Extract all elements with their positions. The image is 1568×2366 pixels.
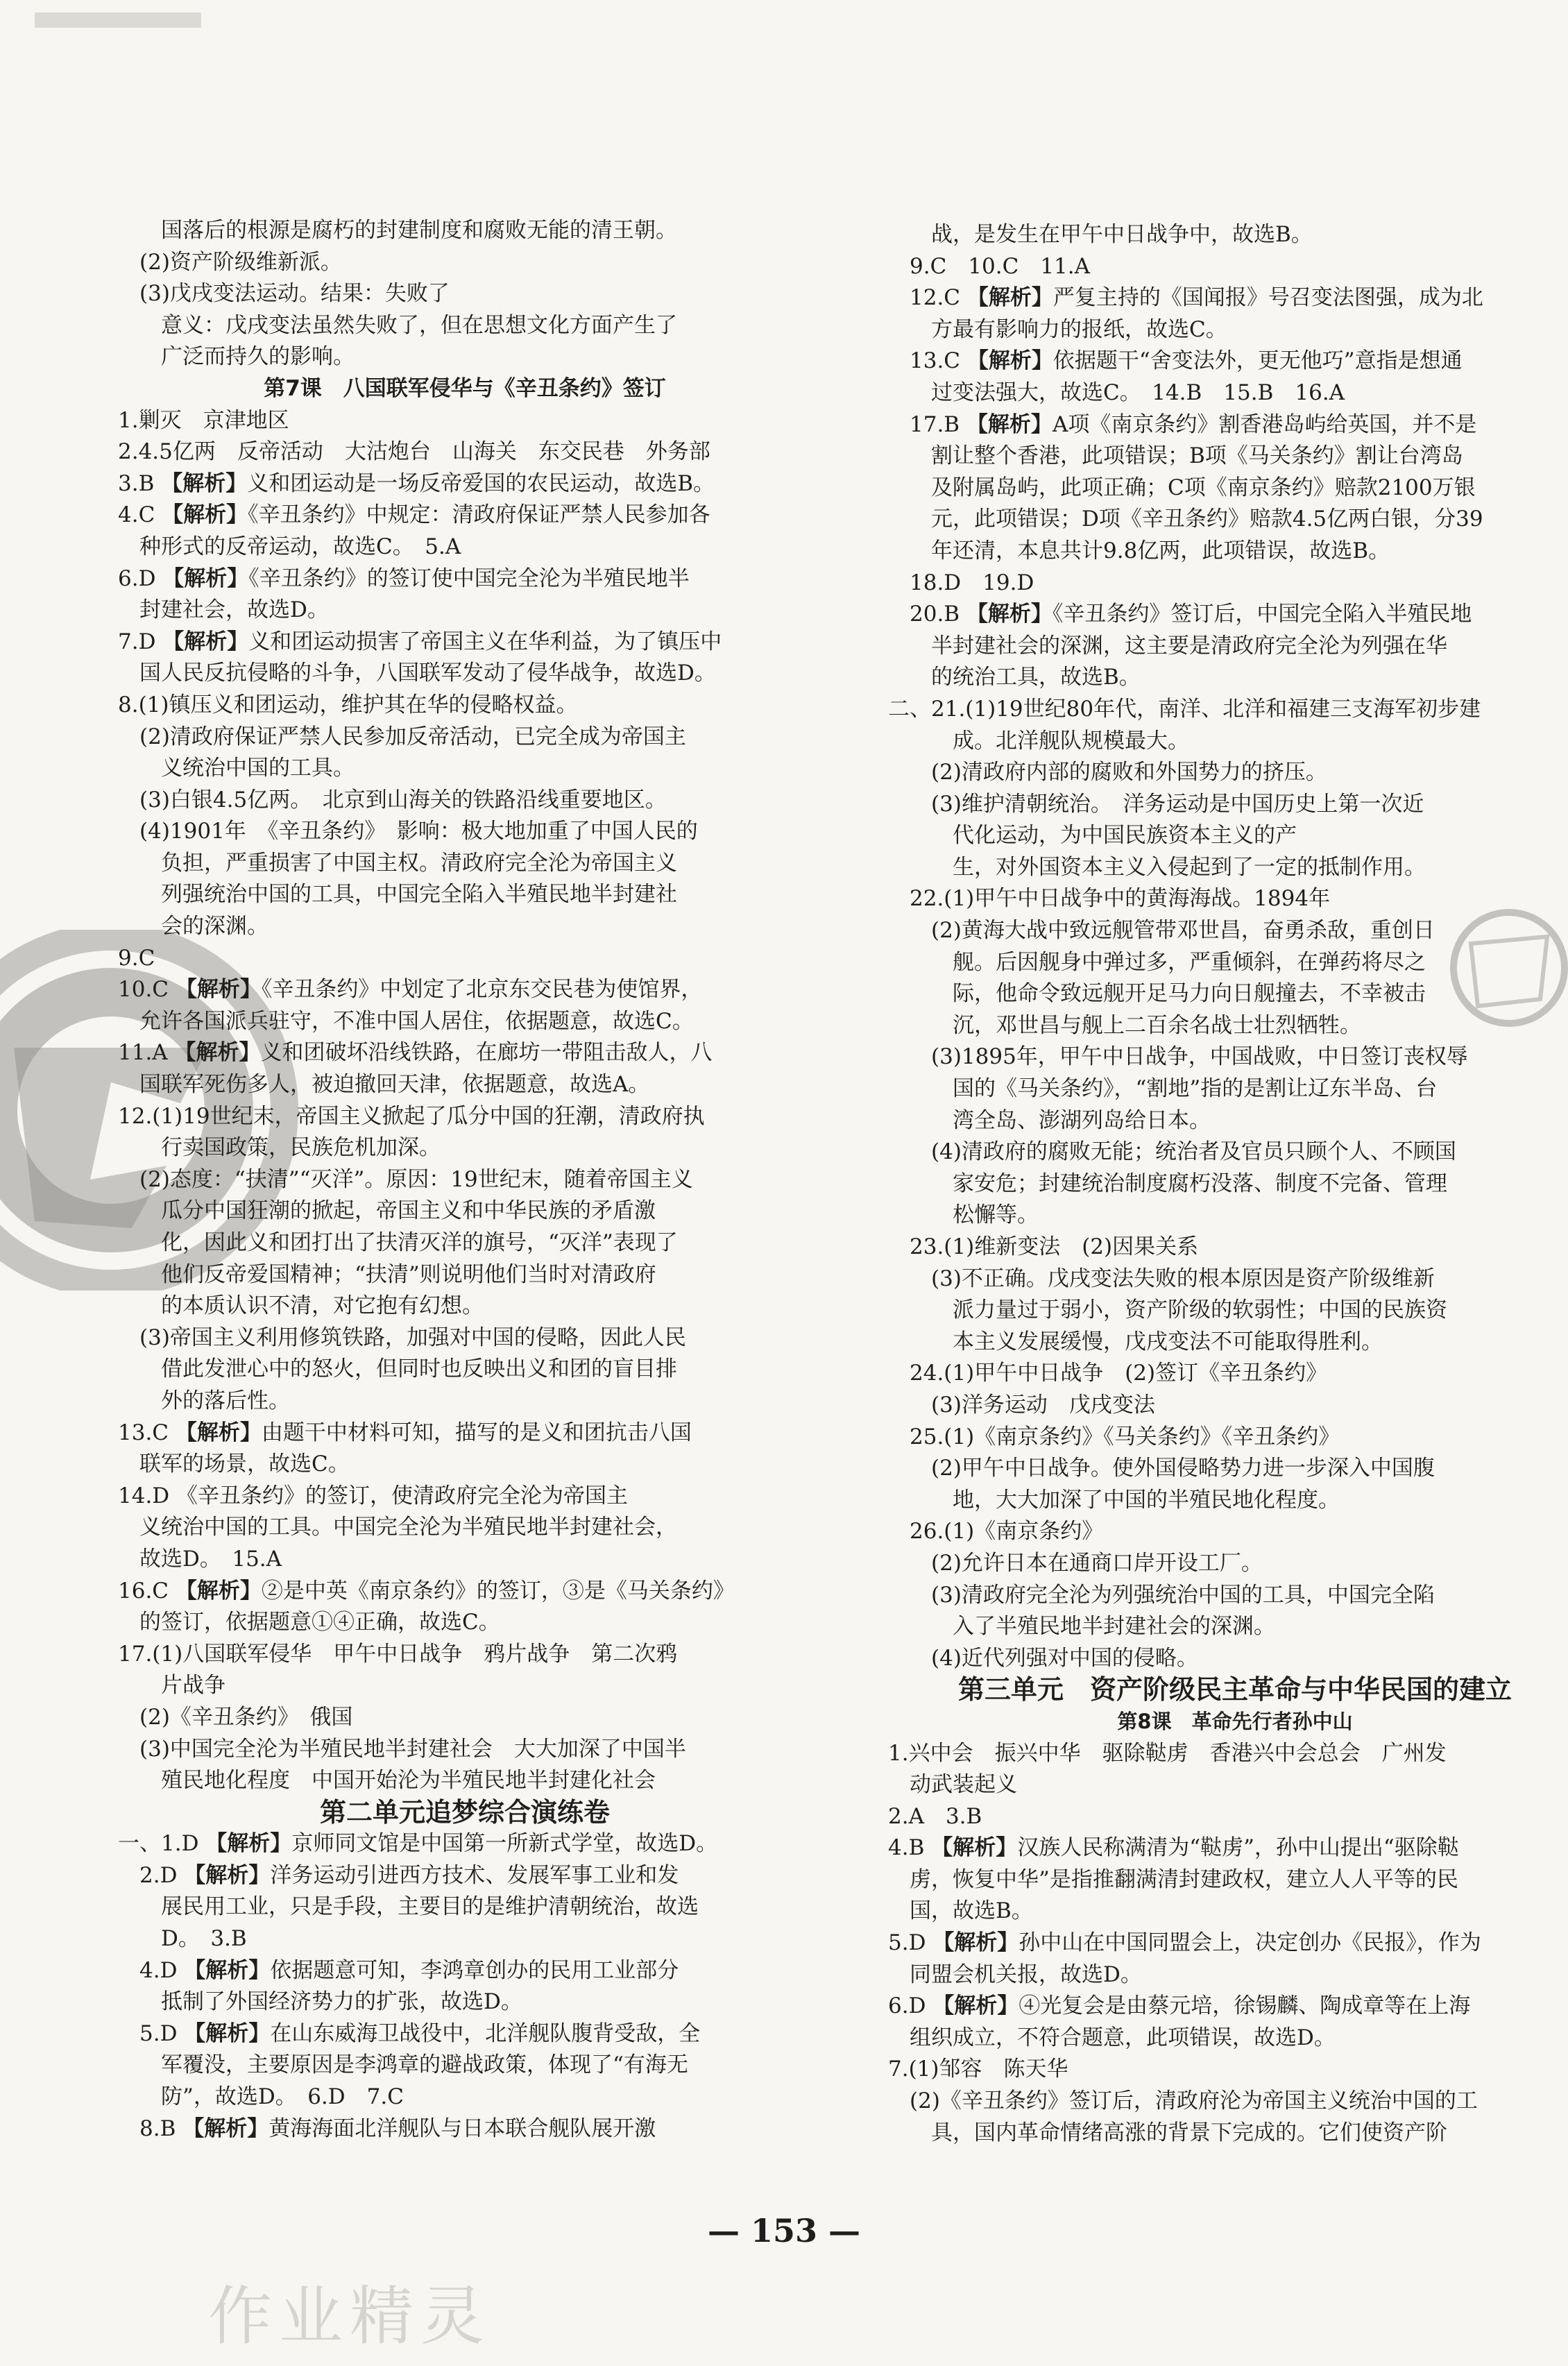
answer-line: [888, 852, 1568, 884]
answer-line: [888, 504, 1568, 536]
answer-line: [118, 1354, 812, 1386]
answer-line: [118, 911, 812, 943]
answer-text: (2)资产阶级维新派。: [139, 249, 342, 275]
answer-text: (2)黄海大战中致远舰管带邓世昌，奋勇杀敌，重创日: [931, 918, 1435, 944]
answer-line: [888, 1580, 1568, 1612]
answer-text: 湾全岛、澎湖列岛给日本。: [953, 1107, 1211, 1133]
section-heading: 第三单元 资产阶级民主革命与中华民国的建立: [957, 1674, 1512, 1705]
answer-line: [118, 1860, 812, 1892]
answer-line: [118, 1101, 812, 1133]
answer-text: 联军的场景，故选C。: [139, 1452, 350, 1477]
answer-line: [888, 1643, 1568, 1675]
answer-text: 国落后的根源是腐朽的封建制度和腐败无能的清王朝。: [161, 218, 677, 243]
answer-text: 允许各国派兵驻守，不准中国人居住，依据题意，故选C。: [139, 1008, 694, 1034]
section-heading: 第二单元追梦综合演练卷: [319, 1796, 610, 1828]
answer-line: [118, 1670, 812, 1702]
answer-text: 的本质认识不清，对它抱有幻想。: [161, 1293, 484, 1319]
answer-line: [118, 848, 812, 880]
answer-text: 义和团运动损害了帝国主义在华利益，为了镇压中: [248, 629, 722, 654]
answer-text: (2)清政府保证严禁人民参加反帝活动，已完全成为帝国主: [139, 724, 686, 749]
analysis-tag: 【解析】: [175, 1420, 262, 1445]
answer-line: [888, 1232, 1568, 1263]
answer-line: [118, 1576, 812, 1608]
answer-line: [888, 1041, 1568, 1073]
answer-line: [888, 694, 1568, 726]
answer-line: [888, 441, 1568, 473]
answer-text: 过变法强大，故选C。 14.B 15.B 16.A: [931, 380, 1345, 405]
answer-text: 方最有影响力的报纸，故选C。: [931, 316, 1227, 342]
answer-line: [888, 1927, 1568, 1959]
answer-text: 义和团运动是一场反帝爱国的农民运动，故选B。: [247, 470, 715, 496]
answer-text: (3)不正确。戊戌变法失败的根本原因是资产阶级维新: [931, 1266, 1435, 1291]
answer-line: [888, 1832, 1568, 1864]
answer-number: 6.D: [118, 565, 163, 591]
answer-number: 2.D: [139, 1862, 185, 1888]
answer-line: [118, 1955, 812, 1987]
answer-line: [888, 377, 1568, 409]
answer-text: 军覆没，主要原因是李鸿章的避战政策，体现了“有海无: [161, 2052, 688, 2078]
analysis-tag: 【解析】: [161, 470, 248, 496]
answer-line: [118, 531, 812, 563]
answer-text: 同盟会机关报，故选D。: [910, 1961, 1142, 1987]
analysis-tag: 【解析】: [932, 1993, 1019, 2019]
answer-line: [118, 1481, 812, 1513]
answer-text: (3)白银4.5亿两。 北京到山海关的铁路沿线重要地区。: [139, 787, 667, 812]
answer-number: 5.D: [888, 1930, 933, 1956]
answer-line: [888, 251, 1568, 283]
answer-line: [888, 1422, 1568, 1454]
answer-number: 4.B: [888, 1835, 932, 1861]
answer-text: 由题干中材料可知，描写的是义和团抗击八国: [261, 1420, 692, 1445]
answer-text: 片战争: [161, 1673, 225, 1699]
answer-line: [118, 1386, 812, 1418]
answer-line: [888, 1295, 1568, 1327]
answer-number: 5.D: [139, 2020, 185, 2046]
answer-text: 18.D 19.D: [910, 570, 1034, 595]
answer-line: [118, 1195, 812, 1227]
answer-line: [118, 879, 812, 911]
answer-text: (2)允许日本在通商口岸开设工厂。: [931, 1550, 1263, 1576]
answer-number: 17.B: [910, 411, 966, 437]
answer-text: 广泛而持久的影响。: [161, 344, 355, 370]
answer-text: 《辛丑条约》的签订使中国完全沦为半殖民地半: [248, 565, 690, 591]
answer-text: 及附属岛屿，此项正确；C项《南京条约》赔款2100万银: [931, 475, 1476, 500]
answer-text: 意义：戊戌变法虽然失败了，但在思想文化方面产生了: [161, 312, 677, 338]
answer-line: [118, 1006, 812, 1038]
answer-text: 元，此项错误；D项《辛丑条约》赔款4.5亿两白银，分39: [931, 507, 1483, 532]
answer-line: [888, 2023, 1568, 2054]
answer-line: [118, 1037, 812, 1069]
answer-line: [118, 1607, 812, 1639]
analysis-tag: 【解析】: [966, 285, 1053, 311]
answer-line: [888, 1327, 1568, 1359]
answer-line: [888, 1516, 1568, 1548]
answer-text: 列强统治中国的工具，中国完全陷入半殖民地半封建社: [161, 882, 677, 908]
answer-text: 依据题干“舍变法外，更无他巧”意指是想通: [1053, 348, 1463, 374]
answer-text: 2.A 3.B: [888, 1803, 982, 1829]
answer-text: 生，对外国资本主义入侵起到了一定的抵制作用。: [953, 854, 1426, 880]
answer-line: [118, 215, 812, 247]
answer-text: 组织成立，不符合题意，此项错误，故选D。: [910, 2025, 1336, 2050]
page-number: — 153 —: [707, 2212, 861, 2249]
answer-line: [888, 631, 1568, 663]
answer-line: [888, 1991, 1568, 2023]
answer-number: 3.B: [118, 470, 162, 496]
answer-line: [118, 1259, 812, 1291]
answer-line: [888, 915, 1568, 947]
answer-line: [118, 2113, 812, 2145]
answer-number: 13.C: [118, 1420, 176, 1445]
answer-text: 割让整个香港，此项错误；B项《马关条约》割让台湾岛: [931, 443, 1463, 469]
answer-line: [118, 500, 812, 531]
answer-text: 舰。后因舰身中弹过多，严重倾斜，在弹药将尽之: [953, 949, 1426, 975]
answer-text: 《辛丑条约》中划定了北京东交民巷为使馆界，: [261, 977, 703, 1003]
answer-line: [118, 1923, 812, 1955]
answer-line: [888, 1200, 1568, 1232]
answer-line: [888, 1358, 1568, 1390]
analysis-tag: 【解析】: [966, 411, 1053, 437]
answer-number: 14.D: [118, 1483, 177, 1508]
answer-text: 派力量过于弱小，资产阶级的软弱性；中国的民族资: [953, 1297, 1447, 1323]
answer-text: 负担，严重损害了中国主权。清政府完全沦为帝国主义: [161, 850, 677, 876]
answer-text: (3)帝国主义利用修筑铁路，加强对中国的侵略，因此人民: [139, 1325, 686, 1350]
answer-line: [888, 1485, 1568, 1517]
answer-text: 故选D。 15.A: [139, 1546, 282, 1572]
answer-line: [118, 2018, 812, 2050]
answer-line: [888, 662, 1568, 694]
analysis-tag: 【解析】: [175, 977, 262, 1003]
answer-line: [118, 1449, 812, 1481]
answer-text: 借此发泄心中的怒火，但同时也反映出义和团的盲目排: [161, 1356, 677, 1382]
answer-line: [888, 1738, 1568, 1770]
answer-line: [888, 314, 1568, 346]
answer-line: [118, 943, 812, 975]
analysis-tag: 【解析】: [932, 1930, 1019, 1956]
answer-number: 4.C: [118, 502, 162, 528]
answer-text: 9.C 10.C 11.A: [910, 253, 1091, 279]
analysis-tag: 【解析】: [184, 1957, 271, 1983]
analysis-tag: 【解析】: [205, 1831, 292, 1857]
answer-text: 代化运动，为中国民族资本主义的产: [953, 823, 1297, 849]
answer-text: 洋务运动引进西方技术、发展军事工业和发: [270, 1862, 679, 1888]
answer-text: 半封建社会的深渊，这主要是清政府完全沦为列强在华: [931, 633, 1447, 658]
answer-line: [118, 690, 812, 722]
answer-line: [118, 1891, 812, 1923]
answer-number: 6.D: [888, 1993, 933, 2019]
answer-text: 战，是发生在甲午中日战争中，故选B。: [931, 222, 1313, 247]
answer-text: 9.C: [118, 945, 155, 971]
answer-number: 一、1.D: [118, 1831, 206, 1857]
answer-line: [888, 1864, 1568, 1896]
answer-text: 种形式的反帝运动，故选C。 5.A: [139, 534, 461, 559]
answer-text: 的统治工具，故选B。: [931, 665, 1141, 690]
answer-number: 12.C: [910, 285, 967, 311]
answer-number: 7.D: [118, 629, 163, 654]
answer-number: 10.C: [118, 977, 176, 1003]
answer-text: 国联军死伤多人，被迫撤回天津，依据题意，故选A。: [139, 1072, 650, 1098]
answer-text: 义和团破坏沿线铁路，在廊坊一带阻击敌人，八: [260, 1040, 713, 1066]
answer-line: [118, 405, 812, 437]
answer-text: 17.(1)八国联军侵华 甲午中日战争 鸦片战争 第二次鸦: [118, 1641, 678, 1667]
answer-text: 化，因此义和团打出了扶清灭洋的旗号，“灭洋”表现了: [161, 1230, 678, 1255]
answer-line: [118, 974, 812, 1006]
answer-line: [118, 1069, 812, 1101]
answer-line: [888, 1801, 1568, 1833]
answer-line: [888, 1105, 1568, 1137]
answer-line: [118, 1828, 812, 1860]
answer-text: (3)维护清朝统治。 洋务运动是中国历史上第一次近: [931, 791, 1424, 817]
answer-line: [888, 726, 1568, 758]
answer-text: 12.(1)19世纪末，帝国主义掀起了瓜分中国的狂潮，清政府执: [118, 1103, 705, 1129]
answer-text: 国的《马关条约》，“割地”指的是割让辽东半岛、台: [953, 1076, 1438, 1102]
answer-text: 二、21.(1)19世纪80年代，南洋、北洋和福建三支海军初步建: [888, 696, 1481, 722]
section-heading: 第8课 革命先行者孙中山: [1117, 1709, 1353, 1733]
answer-text: 具，国内革命情绪高涨的背景下完成的。它们使资产阶: [931, 2120, 1447, 2145]
answer-line: [888, 978, 1568, 1010]
answer-text: (4)清政府的腐败无能；统治者及官员只顾个人、不顾国: [931, 1139, 1456, 1165]
answer-line: [888, 599, 1568, 631]
answer-text: 黄海海面北洋舰队与日本联合舰队展开激: [269, 2116, 656, 2141]
analysis-tag: 【解析】: [175, 1578, 262, 1603]
answer-text: 防”，故选D。 6.D 7.C: [161, 2084, 404, 2110]
analysis-tag: 【解析】: [184, 1862, 271, 1888]
answer-line: [118, 1132, 812, 1164]
answer-text: 7.(1)邹容 陈天华: [888, 2057, 1068, 2082]
answer-line: [888, 409, 1568, 441]
answer-line: [888, 1611, 1568, 1643]
answer-text: 1.剿灭 京津地区: [118, 407, 289, 433]
answer-text: 25.(1)《南京条约》《马关条约》《辛丑条约》: [910, 1424, 1340, 1449]
answer-text: 22.(1)甲午中日战争中的黄海海战。1894年: [910, 886, 1331, 912]
answer-text: 动武装起义: [910, 1772, 1017, 1798]
answer-text: 1.兴中会 振兴中华 驱除鞑虏 香港兴中会总会 广州发: [888, 1740, 1447, 1766]
answer-line: [888, 883, 1568, 915]
answer-line: [118, 1418, 812, 1449]
answer-number: 13.C: [910, 348, 967, 374]
answer-line: [118, 785, 812, 817]
analysis-tag: 【解析】: [162, 629, 249, 654]
answer-line: [118, 1227, 812, 1259]
answer-line: [118, 753, 812, 785]
answer-line: [888, 346, 1568, 377]
answer-line: [888, 789, 1568, 821]
answer-text: (2)态度：“扶清”“灭洋”。原因：19世纪末，随着帝国主义: [139, 1166, 693, 1192]
answer-line: [118, 436, 812, 468]
answer-text: 《辛丑条约》中规定：清政府保证严禁人民参加各: [248, 502, 710, 528]
answer-number: 8.B: [139, 2116, 183, 2141]
answer-text: 抵制了外国经济势力的扩张，故选D。: [161, 1989, 522, 2015]
answer-text: 京师同文馆是中国第一所新式学堂，故选D。: [291, 1831, 718, 1857]
answer-text: 2.4.5亿两 反帝活动 大沽炮台 山海关 东交民巷 外务部: [118, 439, 710, 465]
answer-line: [888, 820, 1568, 852]
analysis-tag: 【解析】: [162, 502, 248, 528]
answer-text: 义统治中国的工具。: [161, 756, 355, 781]
answer-line: [888, 1959, 1568, 1991]
answer-line: [118, 2082, 812, 2113]
answer-line: [888, 1168, 1568, 1200]
answer-text: 瓜分中国狂潮的掀起，帝国主义和中华民族的矛盾激: [161, 1198, 656, 1224]
analysis-tag: 【解析】: [184, 2020, 271, 2046]
analysis-tag: 【解析】: [174, 1040, 261, 1066]
analysis-tag: 【解析】: [966, 348, 1053, 374]
answer-text: 封建社会，故选D。: [139, 597, 329, 623]
answer-line: [888, 1073, 1568, 1105]
answer-text: 沉，邓世昌与舰上二百余名战士壮烈牺牲。: [953, 1012, 1361, 1038]
answer-line: [888, 1548, 1568, 1580]
corner-logo-mark: [35, 7, 201, 35]
answer-text: (2)《辛丑条约》签订后，清政府沦为帝国主义统治中国的工: [910, 2088, 1478, 2114]
answer-line: [118, 1291, 812, 1322]
answer-text: 际，他命令致远舰开足马力向日舰撞去，不幸被击: [953, 981, 1426, 1007]
answer-text: 23.(1)维新变法 (2)因果关系: [910, 1234, 1199, 1259]
answer-line: [118, 2050, 812, 2082]
answer-line: [888, 473, 1568, 504]
answer-text: 入了半殖民地半封建社会的深渊。: [953, 1614, 1275, 1640]
answer-line: [888, 282, 1568, 314]
answer-line: [118, 722, 812, 754]
answer-text: 会的深渊。: [161, 914, 269, 939]
answer-text: 殖民地化程度 中国开始沦为半殖民地半封建化社会: [161, 1768, 656, 1794]
answer-line: [118, 1512, 812, 1544]
answer-text: 家安危；封建统治制度腐朽没落、制度不完备、管理: [953, 1171, 1447, 1196]
answer-line: [888, 947, 1568, 979]
answer-line: [118, 1639, 812, 1671]
answer-number: 16.C: [118, 1578, 176, 1603]
answer-line: [888, 2054, 1568, 2086]
answer-line: [118, 1164, 812, 1196]
answer-text: 外的落后性。: [161, 1388, 290, 1413]
answer-text: (3)戊戌变法运动。结果：失败了: [139, 281, 450, 307]
answer-text: (3)洋务运动 戊戌变法: [931, 1392, 1155, 1418]
answer-line: [888, 1390, 1568, 1422]
analysis-tag: 【解析】: [162, 565, 249, 591]
answer-text: 的签订，依据题意①④正确，故选C。: [139, 1610, 500, 1635]
answer-text: ④光复会是由蔡元培，徐锡麟、陶成章等在上海: [1019, 1993, 1471, 2019]
answer-text: 成。北洋舰队规模最大。: [953, 728, 1189, 754]
answer-line: [118, 627, 812, 658]
answer-text: 汉族人民称满清为“鞑虏”，孙中山提出“驱除鞑: [1017, 1835, 1459, 1861]
answer-text: (2)清政府内部的腐败和外国势力的挤压。: [931, 760, 1327, 785]
answer-line: [888, 219, 1568, 251]
right-column: [888, 219, 1568, 2149]
answer-text: 国人民反抗侵略的斗争，八国联军发动了侵华战争，故选D。: [139, 661, 716, 686]
answer-text: 行卖国政策，民族危机加深。: [161, 1135, 441, 1161]
watermark-text: 作业精灵: [208, 2279, 492, 2354]
answer-text: 他们反帝爱国精神；“扶清”则说明他们当时对清政府: [161, 1261, 656, 1287]
answer-text: 展民用工业，只是手段，主要目的是维护清朝统治，故选: [161, 1894, 699, 1920]
answer-line: [888, 2118, 1568, 2150]
answer-line: [888, 568, 1568, 599]
answer-line: [888, 1263, 1568, 1295]
answer-text: 地，大大加深了中国的半殖民地化程度。: [953, 1487, 1340, 1513]
answer-text: 严复主持的《国闻报》号召变法图强，成为北: [1053, 285, 1483, 311]
answer-line: [118, 247, 812, 279]
answer-line: [888, 1010, 1568, 1042]
answer-text: (3)中国完全沦为半殖民地半封建社会 大大加深了中国半: [139, 1736, 686, 1762]
answer-line: [118, 658, 812, 690]
answer-line: [118, 1734, 812, 1766]
answer-text: 《辛丑条约》签订后，中国完全陷入半殖民地: [1052, 602, 1472, 627]
answer-line: [888, 1453, 1568, 1485]
answer-text: 8.(1)镇压义和团运动，维护其在华的侵略权益。: [118, 692, 578, 717]
answer-line: [118, 1765, 812, 1797]
answer-number: 4.D: [139, 1957, 185, 1983]
answer-text: 虏，恢复中华”是指推翻满清封建政权，建立人人平等的民: [910, 1866, 1458, 1892]
answer-text: 义统治中国的工具。中国完全沦为半殖民地半封建社会，: [139, 1515, 677, 1540]
answer-number: 11.A: [118, 1040, 175, 1066]
answer-text: (2)甲午中日战争。使外国侵略势力进一步深入中国腹: [931, 1456, 1435, 1481]
section-heading: 第7课 八国联军侵华与《辛丑条约》签订: [264, 375, 666, 401]
answer-line: [118, 1544, 812, 1576]
answer-text: ②是中英《南京条约》的签订，③是《马关条约》: [261, 1578, 735, 1603]
answer-text: 孙中山在中国同盟会上，决定创办《民报》，作为: [1019, 1930, 1481, 1956]
answer-line: [118, 563, 812, 595]
answer-line: [888, 1896, 1568, 1927]
answer-line: [118, 310, 812, 342]
answer-text: D。 3.B: [161, 1926, 247, 1952]
answer-line: [888, 1769, 1568, 1801]
answer-text: (4)近代列强对中国的侵略。: [931, 1645, 1198, 1671]
answer-line: [118, 816, 812, 848]
answer-line: [888, 2086, 1568, 2118]
answer-line: [118, 278, 812, 310]
answer-line: [118, 1986, 812, 2018]
answer-line: [118, 1702, 812, 1734]
left-column: [118, 215, 812, 2145]
analysis-tag: 【解析】: [182, 2116, 269, 2141]
answer-text: (4)1901年 《辛丑条约》 影响：极大地加重了中国人民的: [139, 819, 698, 844]
answer-line: [888, 1137, 1568, 1168]
answer-text: 24.(1)甲午中日战争 (2)签订《辛丑条约》: [910, 1361, 1328, 1386]
answer-text: 在山东威海卫战役中，北洋舰队腹背受敌，全: [270, 2020, 701, 2046]
analysis-tag: 【解析】: [931, 1835, 1018, 1861]
answer-line: [118, 341, 812, 373]
answer-line: [118, 468, 812, 500]
answer-number: 20.B: [910, 602, 966, 627]
answer-line: [888, 757, 1568, 789]
answer-text: 年还清，本息共计9.8亿两，此项错误，故选B。: [931, 538, 1390, 563]
answer-text: (3)清政府完全沦为列强统治中国的工具，中国完全陷: [931, 1582, 1435, 1608]
answer-line: [118, 1322, 812, 1354]
answer-text: 《辛丑条约》的签订，使清政府完全沦为帝国主: [176, 1483, 629, 1508]
answer-line: [118, 595, 812, 627]
answer-text: (3)1895年，甲午中日战争，中国战败，中日签订丧权辱: [931, 1044, 1468, 1070]
answer-line: [888, 536, 1568, 568]
answer-text: 松懈等。: [953, 1202, 1039, 1228]
answer-text: 国，故选B。: [910, 1898, 1033, 1924]
answer-text: A项《南京条约》割香港岛屿给英国，并不是: [1052, 411, 1477, 437]
analysis-tag: 【解析】: [966, 602, 1053, 627]
answer-text: (2)《辛丑条约》 俄国: [139, 1704, 353, 1730]
answer-text: 依据题意可知，李鸿章创办的民用工业部分: [270, 1957, 679, 1983]
answer-text: 26.(1)《南京条约》: [910, 1519, 1104, 1544]
answer-text: 本主义发展缓慢，戊戌变法不可能取得胜利。: [953, 1329, 1383, 1354]
